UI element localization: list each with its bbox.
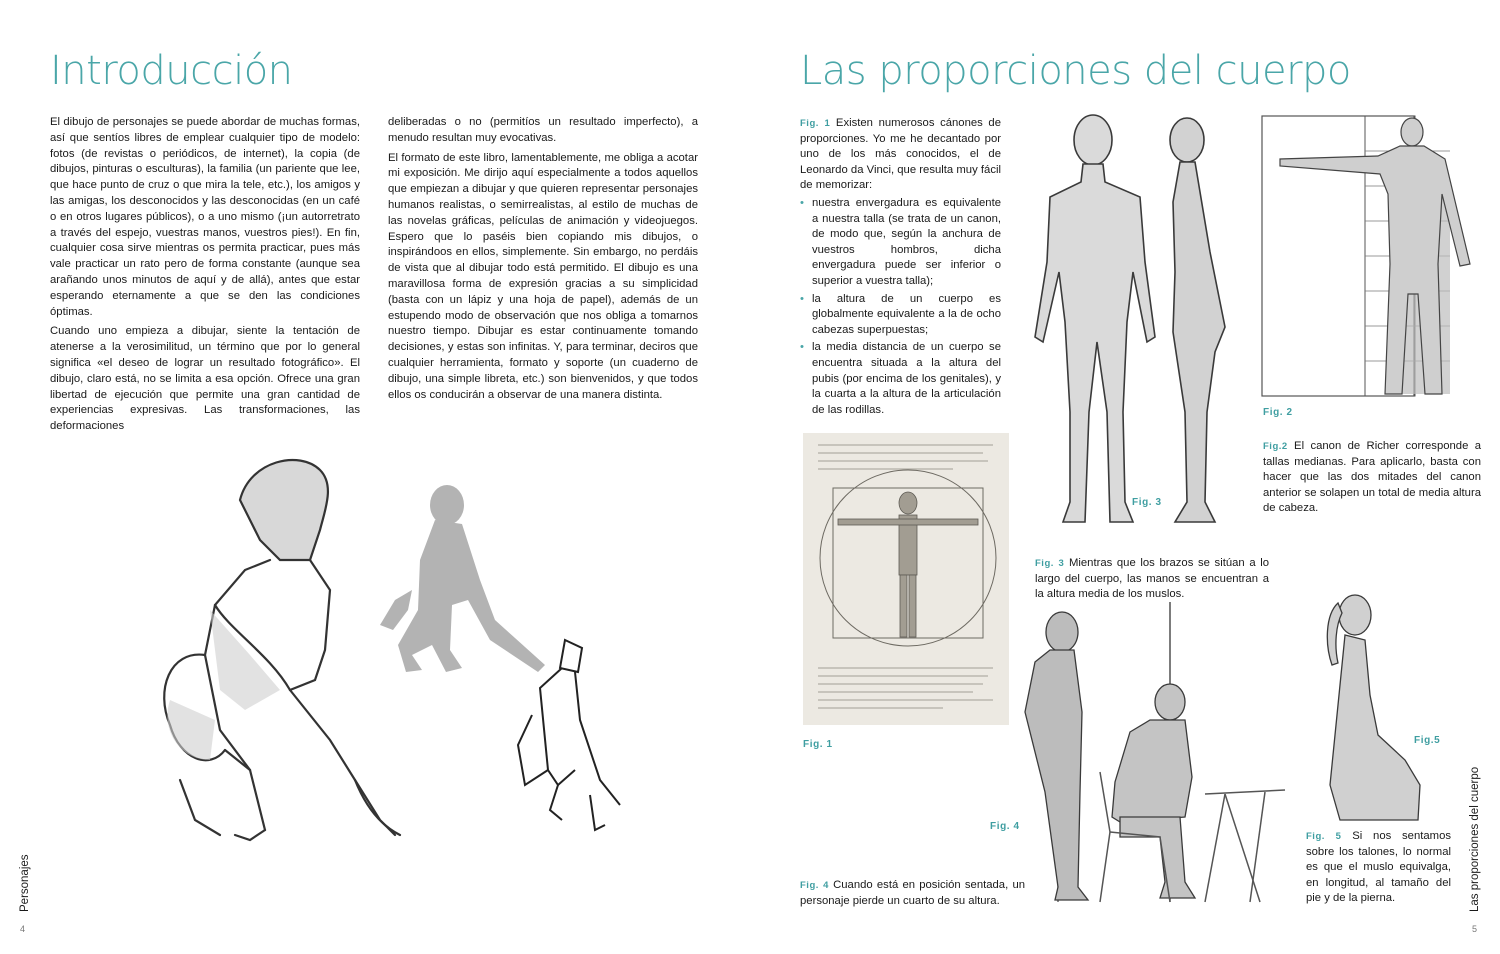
- fig1-bullet: • la altura de un cuerpo es globalmente equivalente a la de ocho cabezas superpuestas;: [800, 292, 1001, 339]
- fig5-ref: Fig. 5: [1306, 831, 1342, 842]
- standing-figures-image: [1015, 112, 1255, 537]
- front-standing-figure: [1035, 115, 1155, 522]
- fig2-text-block: [1263, 439, 1481, 517]
- left-page-title: Introducción: [50, 48, 293, 94]
- main-crouching-figure: [164, 460, 400, 840]
- left-page-number: 4: [20, 924, 26, 934]
- intro-column-1: [50, 115, 360, 439]
- fig2-text: El canon de Richer corresponde a tallas medianas. Para aplicarlo, basta con hacer que las dos mitades del canon anterior se solapen un total de media altura de cabeza.: [1263, 440, 1482, 515]
- richer-canon-image: [1260, 114, 1482, 398]
- right-side-label: Las proporciones del cuerpo: [1469, 766, 1481, 912]
- intro-paragraph-2: Cuando uno empieza a dibujar, siente la tentación de atenerse a la verosimilitud, un término que por lo general significa «el deseo de lograr un resultado fotográfico». El dibujo, claro está, no se limita a esa opción. Ofrece una gran libertad de ejecución que permite una gran cantidad de experiencias expresivas. Las transformaciones, las deformaciones: [50, 325, 360, 433]
- fig4-text: Cuando está en posición sentada, un personaje pierde un cuarto de su altura.: [800, 879, 1026, 907]
- fig5-text-block: [1306, 829, 1451, 907]
- fig3-text: Mientras que los brazos se sitúan a lo largo del cuerpo, las manos se encuentran a la altura media de los muslos.: [1035, 557, 1270, 601]
- fig5-text: Si nos sentamos sobre los talones, lo normal es que el muslo equivalga, en longitud, al tamaño del pie y de la pierna.: [1306, 830, 1452, 905]
- fig1-bullet: • nuestra envergadura es equivalente a nuestra talla (se trata de un canon, de modo que, según la anchura de vuestros hombros, dicha envergadura puede ser inferior o superior a vuestra talla);: [800, 196, 1001, 290]
- gray-silhouette-sketch: [380, 485, 545, 672]
- intro-paragraph-1: El dibujo de personajes se puede abordar de muchas formas, así que sentíos libres de emplear cualquier tipo de modelo: fotos (de revistas o periódicos, de internet), la copia (de dibujos, pinturas o esculturas), la familia (un pariente que lee, que hace punto de cruz o que mira la tele, etc.), los amigos y las amigas, los desconocidos y las desconocidas (en un café o en otros lugares públicos), o a uno mismo (¡un autorretrato a través del espejo, vuestras manos, vuestros pies!). En fin, cualquier cosa sirve mientras os permita practicar, pues más vale practicar un rato pero de forma constante (aunque sea arañando unos minutos de aquí y de allá), antes que estar esperando eternamente a que se den las condiciones óptimas.: [50, 116, 360, 318]
- fig3-text-block: [1035, 556, 1269, 603]
- fig4-text-block: [800, 878, 1025, 909]
- fig2-ref: Fig.2: [1263, 441, 1288, 452]
- fig3-label: Fig. 3: [1132, 497, 1162, 508]
- kneeling-figure-image: [1310, 585, 1440, 825]
- fig4-ref: Fig. 4: [800, 880, 829, 891]
- intro-paragraph-3: deliberadas o no (permitíos un resultado imperfecto), a menudo resultan muy evocativas.: [388, 116, 698, 144]
- seated-figure: [1112, 684, 1195, 898]
- right-page-number: 5: [1472, 924, 1478, 934]
- fig1-label: Fig. 1: [803, 739, 833, 750]
- crouching-figure-illustration: [150, 440, 710, 860]
- vitruvian-man-image: [803, 433, 1009, 725]
- side-standing-figure: [1170, 118, 1225, 522]
- standing-side-figure: [1025, 612, 1088, 900]
- fig1-bullet: • la media distancia de un cuerpo se encuentra situada a la altura del pubis (por encima de los genitales), y la cuarta a la altura de la articulación de las rodillas.: [800, 340, 1001, 418]
- fig3-ref: Fig. 3: [1035, 558, 1065, 569]
- left-side-label: Personajes: [19, 854, 31, 912]
- fig5-label: Fig.5: [1414, 735, 1441, 746]
- fig1-intro: Existen numerosos cánones de proporciones. Yo me he decantado por uno de los más conocidos, el de Leonardo da Vinci, que resulta muy fácil de memorizar:: [800, 117, 1001, 192]
- fig4-label: Fig. 4: [990, 821, 1020, 832]
- fig2-label: Fig. 2: [1263, 407, 1293, 418]
- fig1-text-block: [800, 116, 1001, 420]
- right-page-title: Las proporciones del cuerpo: [800, 48, 1351, 94]
- fig1-ref: Fig. 1: [800, 118, 831, 129]
- intro-paragraph-4: El formato de este libro, lamentablemente, me obliga a acotar mi exposición. Me dirijo aquí especialmente a todos aquellos que empiezan a dibujar y que quieren representar personajes humanos realistas, o semirrealistas, al estilo de muchas de las novelas gráficas, películas de animación y videojuegos. Espero que lo paséis bien copiando mis dibujos, o inspirándoos en ellos, simplemente. Sin embargo, no perdáis de vista que al dibujar todo está permitido. El dibujo es una maravillosa forma de expresión gracias a su simplicidad (basta con un lápiz y una hoja de papel), además de un estupendo modo de observación que nos obliga a tomarnos nuestro tiempo. Dibujar es estar continuamente tomando decisiones, y estas son infinitas. Y, para terminar, deciros que cualquier herramienta, formato y soporte (un cuaderno de dibujo, una simple libreta, etc.) son bienvenidos, y que todos ellos os conducirán a observar de una manera distinta.: [388, 151, 698, 401]
- standing-vs-seated-image: [1020, 602, 1300, 907]
- intro-column-2: [388, 115, 698, 407]
- fig1-bullet-list: [800, 196, 1001, 418]
